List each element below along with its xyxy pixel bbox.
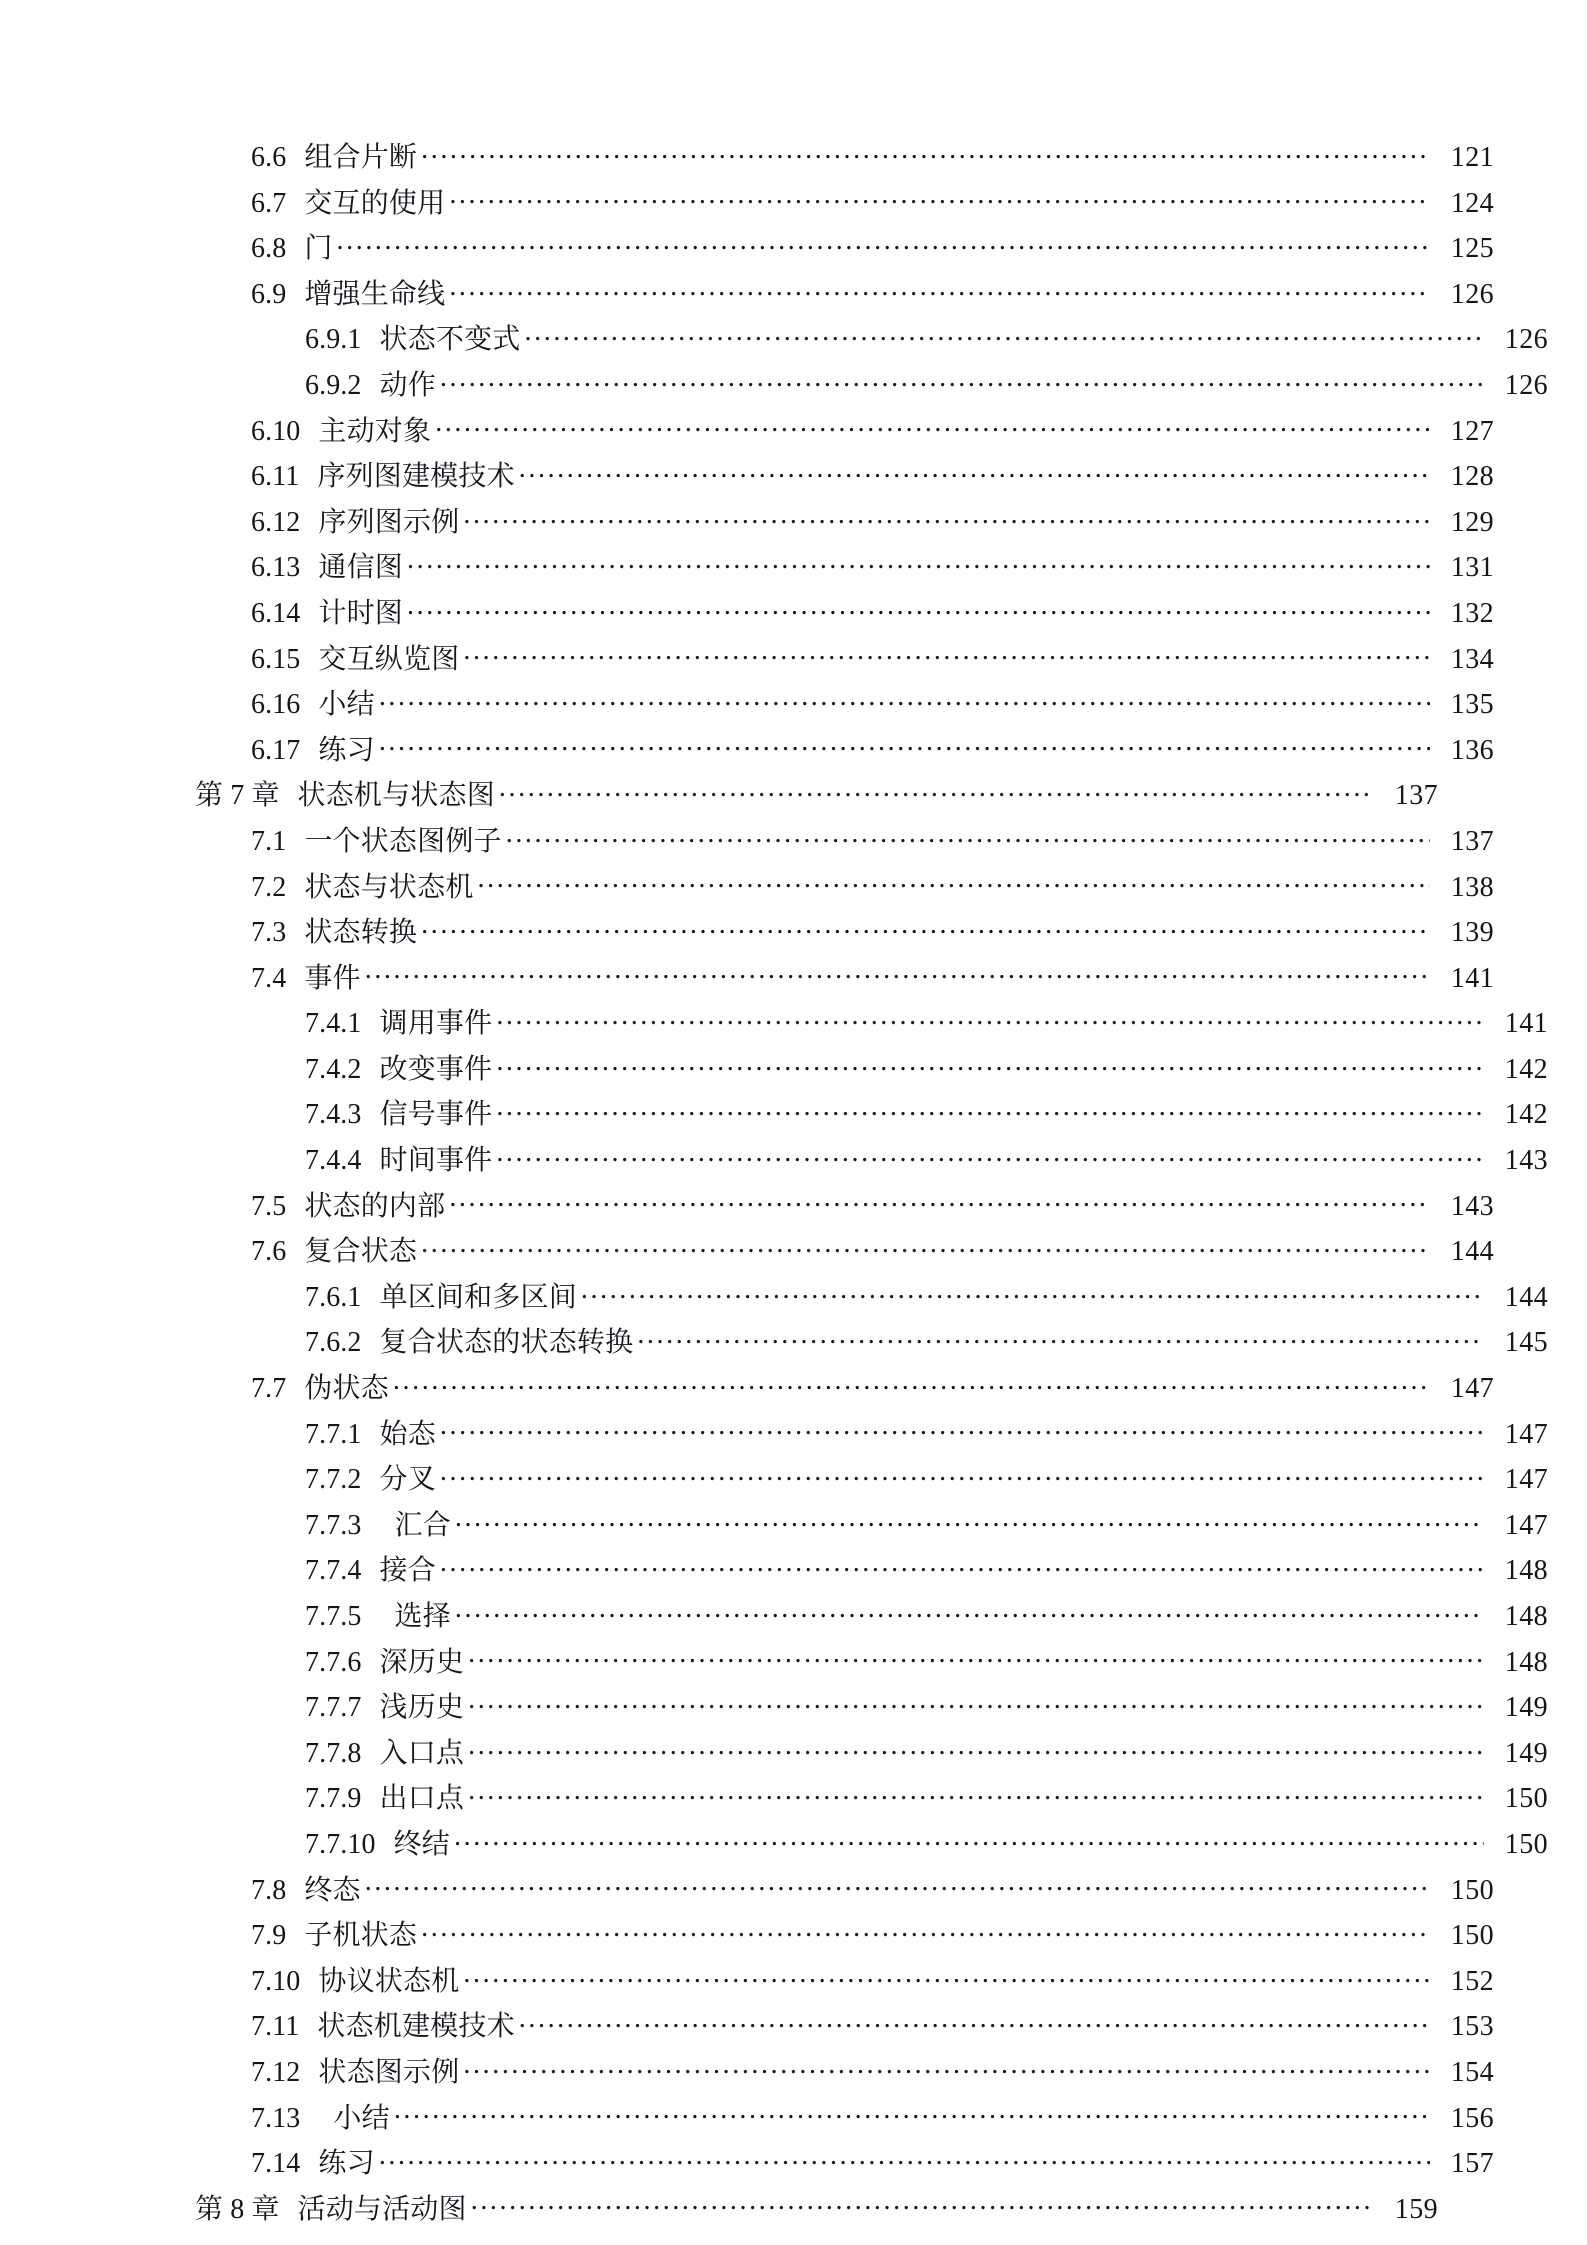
- toc-entry-number: 7.14: [251, 2148, 301, 2180]
- toc-leader-dots: [525, 320, 1484, 348]
- toc-entry-title: 终结: [393, 1828, 451, 1860]
- toc-entry-number: 6.15: [251, 643, 301, 675]
- toc-entry-title: 入口点: [379, 1737, 465, 1769]
- toc-entry[interactable]: [195, 1916, 1494, 1962]
- toc-entry[interactable]: [195, 1323, 1548, 1369]
- toc-entry[interactable]: [195, 913, 1494, 959]
- toc-entry[interactable]: [195, 1050, 1548, 1096]
- toc-entry-page-number: 144: [1504, 1281, 1548, 1313]
- toc-leader-dots: [421, 138, 1430, 166]
- toc-entry-title: 复合状态的状态转换: [379, 1327, 634, 1359]
- toc-entry-page-number: 150: [1450, 1874, 1494, 1906]
- toc-entry-title: 始态: [379, 1418, 436, 1450]
- toc-entry-title: 出口点: [379, 1783, 465, 1815]
- toc-entry-page-number: 139: [1450, 917, 1494, 949]
- toc-entry[interactable]: [195, 594, 1494, 640]
- toc-entry-number: 6.17: [251, 734, 301, 766]
- toc-entry-title: 门: [304, 233, 333, 265]
- toc-entry-title: 计时图: [318, 597, 404, 629]
- toc-entry-title: 终态: [304, 1874, 361, 1906]
- toc-entry-title: 练习: [318, 2148, 375, 2180]
- toc-entry-title: 子机状态: [304, 1920, 418, 1952]
- toc-entry-number: 6.9.2: [305, 369, 362, 401]
- toc-entry[interactable]: [195, 1187, 1494, 1233]
- toc-entry-title: 增强生命线: [304, 278, 446, 310]
- toc-entry[interactable]: [195, 1141, 1548, 1187]
- toc-entry-number: 7.2: [251, 871, 287, 903]
- toc-entry[interactable]: [195, 822, 1494, 868]
- toc-entry-number: 第 8 章: [195, 2193, 280, 2225]
- toc-leader-dots: [440, 366, 1484, 394]
- toc-entry-page-number: 137: [1394, 780, 1438, 812]
- toc-entry-page-number: 143: [1504, 1145, 1548, 1177]
- toc-entry-title: 事件: [304, 962, 361, 994]
- toc-entry-number: 7.11: [251, 2011, 300, 2043]
- toc-leader-dots: [407, 594, 1430, 622]
- toc-entry-page-number: 137: [1450, 825, 1494, 857]
- toc-entry-number: 6.11: [251, 461, 300, 493]
- toc-entry-title: 协议状态机: [318, 1965, 460, 1997]
- toc-entry-title: 选择: [394, 1601, 451, 1632]
- toc-entry-page-number: 141: [1450, 962, 1494, 994]
- toc-entry[interactable]: [195, 1779, 1548, 1825]
- toc-entry[interactable]: [195, 503, 1494, 549]
- toc-entry-number: 7.7.8: [305, 1737, 362, 1769]
- toc-entry-title: 状态转换: [304, 917, 418, 949]
- toc-leader-dots: [449, 184, 1430, 212]
- toc-leader-dots: [581, 1278, 1484, 1306]
- toc-entry[interactable]: [195, 457, 1494, 503]
- toc-entry-page-number: 136: [1450, 734, 1494, 766]
- toc-leader-dots: [440, 1551, 1484, 1579]
- toc-entry[interactable]: [195, 1643, 1548, 1689]
- toc-entry-number: 7.7: [251, 1373, 287, 1405]
- toc-entry[interactable]: [195, 1734, 1548, 1780]
- toc-leader-dots: [519, 457, 1430, 485]
- toc-leader-dots: [463, 503, 1430, 531]
- toc-entry-title: 状态与状态机: [304, 871, 474, 903]
- toc-entry-number: 6.10: [251, 415, 301, 447]
- toc-entry-number: 7.3: [251, 917, 287, 949]
- toc-entry-page-number: 149: [1504, 1737, 1548, 1769]
- toc-entry[interactable]: [195, 2099, 1494, 2145]
- toc-leader-dots: [365, 1871, 1430, 1899]
- toc-entry-title: 分叉: [379, 1464, 436, 1496]
- toc-entry-number: 7.1: [251, 825, 287, 857]
- toc-entry-title: 动作: [379, 369, 436, 401]
- toc-entry[interactable]: [195, 731, 1494, 777]
- toc-entry[interactable]: [195, 2053, 1494, 2099]
- toc-entry-title: 状态不变式: [379, 324, 521, 356]
- toc-entry-number: 7.12: [251, 2056, 301, 2088]
- toc-entry-title: 小结: [318, 689, 375, 721]
- toc-entry-title: 汇合: [394, 1509, 451, 1541]
- toc-entry[interactable]: [195, 1460, 1548, 1506]
- toc-entry-page-number: 147: [1504, 1418, 1548, 1450]
- toc-entry-title: 时间事件: [379, 1145, 493, 1177]
- toc-entry-title: 序列图建模技术: [317, 461, 515, 493]
- toc-leader-dots: [468, 1688, 1484, 1716]
- toc-entry[interactable]: [195, 776, 1438, 822]
- toc-entry-page-number: 149: [1504, 1692, 1548, 1724]
- toc-leader-dots: [455, 1506, 1484, 1534]
- toc-leader-dots: [449, 275, 1430, 303]
- toc-leader-dots: [463, 2053, 1430, 2081]
- toc-leader-dots: [637, 1323, 1484, 1351]
- toc-entry[interactable]: [195, 2144, 1494, 2190]
- toc-entry-title: 深历史: [379, 1646, 465, 1678]
- toc-entry[interactable]: [195, 1278, 1548, 1324]
- toc-leader-dots: [496, 1141, 1484, 1169]
- toc-entry-number: 6.6: [251, 142, 287, 173]
- toc-entry-page-number: 129: [1450, 506, 1494, 538]
- toc-entry[interactable]: [195, 868, 1494, 914]
- toc-leader-dots: [463, 1962, 1430, 1990]
- toc-entry-number: 7.6.1: [305, 1281, 362, 1313]
- toc-entry-page-number: 153: [1450, 2011, 1494, 2043]
- toc-leader-dots: [496, 1095, 1484, 1123]
- toc-entry-number: 6.13: [251, 552, 301, 584]
- toc-entry-page-number: 128: [1450, 461, 1494, 493]
- toc-leader-dots: [455, 1597, 1484, 1625]
- toc-entry[interactable]: [195, 685, 1494, 731]
- toc-entry-page-number: 125: [1450, 233, 1494, 265]
- toc-entry[interactable]: [195, 959, 1494, 1005]
- toc-leader-dots: [478, 868, 1430, 896]
- toc-entry-page-number: 150: [1450, 1920, 1494, 1952]
- toc-entry-page-number: 157: [1450, 2148, 1494, 2180]
- toc-entry[interactable]: [195, 640, 1494, 686]
- toc-entry-number: 7.7.5: [305, 1601, 362, 1632]
- toc-leader-dots: [449, 1187, 1430, 1215]
- toc-entry-page-number: 148: [1504, 1555, 1548, 1587]
- toc-entry-number: 7.7.6: [305, 1646, 362, 1678]
- toc-entry-page-number: 131: [1450, 552, 1494, 584]
- toc-entry-title: 活动与活动图: [297, 2193, 467, 2225]
- toc-entry-page-number: 148: [1504, 1601, 1548, 1632]
- toc-entry-title: 状态机与状态图: [297, 780, 495, 812]
- toc-leader-dots: [421, 1232, 1430, 1260]
- toc-entry-number: 7.10: [251, 1965, 301, 1997]
- toc-leader-dots: [435, 412, 1430, 440]
- toc-entry-page-number: 147: [1504, 1509, 1548, 1541]
- toc-entry-page-number: 121: [1450, 142, 1494, 173]
- toc-leader-dots: [394, 2099, 1430, 2127]
- toc-entry-number: 7.7.10: [305, 1828, 376, 1860]
- toc-entry[interactable]: [195, 1095, 1548, 1141]
- toc-leader-dots: [454, 1825, 1484, 1853]
- toc-entry-title: 序列图示例: [318, 506, 460, 538]
- toc-entry-page-number: 126: [1504, 324, 1548, 356]
- toc-entry-number: 6.9.1: [305, 324, 362, 356]
- toc-entry[interactable]: [195, 320, 1548, 366]
- toc-entry-page-number: 135: [1450, 689, 1494, 721]
- toc-entry[interactable]: [195, 1597, 1548, 1643]
- toc-entry-title: 改变事件: [379, 1053, 493, 1085]
- toc-entry-number: 7.7.3: [305, 1509, 362, 1541]
- toc-entry-page-number: 144: [1450, 1236, 1494, 1268]
- toc-entry-title: 主动对象: [318, 415, 432, 447]
- toc-entry-page-number: 154: [1450, 2056, 1494, 2088]
- toc-leader-dots: [337, 229, 1430, 257]
- toc-entry-title: 状态的内部: [304, 1190, 446, 1222]
- toc-entry[interactable]: [195, 275, 1494, 321]
- toc-entry[interactable]: [195, 1232, 1494, 1278]
- toc-entry-number: 7.4: [251, 962, 287, 994]
- toc-leader-dots: [379, 685, 1430, 713]
- toc-leader-dots: [496, 1050, 1484, 1078]
- toc-entry-page-number: 132: [1450, 597, 1494, 629]
- toc-entry-number: 7.4.4: [305, 1145, 362, 1177]
- toc-entry[interactable]: [195, 184, 1494, 230]
- toc-entry-number: 7.7.1: [305, 1418, 362, 1450]
- toc-leader-dots: [440, 1460, 1484, 1488]
- toc-entry-number: 6.7: [251, 187, 287, 219]
- toc-entry[interactable]: [195, 1506, 1548, 1552]
- toc-entry[interactable]: [195, 1688, 1548, 1734]
- toc-entry-title: 小结: [333, 2102, 390, 2134]
- toc-entry[interactable]: [195, 138, 1494, 184]
- toc-entry[interactable]: [195, 1825, 1548, 1871]
- toc-entry-number: 7.7.7: [305, 1692, 362, 1724]
- toc-entry-page-number: 147: [1450, 1373, 1494, 1405]
- toc-entry[interactable]: [195, 1415, 1548, 1461]
- toc-leader-dots: [407, 548, 1430, 576]
- toc-entry[interactable]: [195, 1369, 1494, 1415]
- toc-leader-dots: [365, 959, 1430, 987]
- toc-entry-title: 接合: [379, 1555, 436, 1587]
- toc-entry[interactable]: [195, 1871, 1494, 1917]
- toc-entry[interactable]: [195, 1004, 1548, 1050]
- toc-entry-page-number: 152: [1450, 1965, 1494, 1997]
- toc-entry-title: 交互纵览图: [318, 643, 460, 675]
- toc-entry-title: 信号事件: [379, 1099, 493, 1131]
- toc-entry-title: 单区间和多区间: [379, 1281, 577, 1313]
- toc-leader-dots: [468, 1734, 1484, 1762]
- toc-entry[interactable]: [195, 229, 1494, 275]
- toc-entry-number: 7.13: [251, 2102, 301, 2134]
- toc-entry-number: 7.4.2: [305, 1053, 362, 1085]
- toc-entry[interactable]: [195, 1551, 1548, 1597]
- toc-entry-page-number: 138: [1450, 871, 1494, 903]
- toc-entry-page-number: 134: [1450, 643, 1494, 675]
- toc-entry-title: 状态机建模技术: [317, 2011, 515, 2043]
- toc-entry-page-number: 142: [1504, 1099, 1548, 1131]
- toc-leader-dots: [421, 913, 1430, 941]
- toc-entry-page-number: 126: [1450, 278, 1494, 310]
- toc-leader-dots: [468, 1779, 1484, 1807]
- toc-entry[interactable]: [195, 412, 1494, 458]
- toc-entry-number: 6.16: [251, 689, 301, 721]
- toc-entry-number: 7.6: [251, 1236, 287, 1268]
- toc-entry-number: 7.7.4: [305, 1555, 362, 1587]
- toc-entry-title: 通信图: [318, 552, 404, 584]
- toc-entry-number: 7.7.2: [305, 1464, 362, 1496]
- toc-leader-dots: [519, 2007, 1430, 2035]
- toc-entry[interactable]: [195, 366, 1548, 412]
- toc-entry-title: 交互的使用: [304, 187, 446, 219]
- toc-entry-number: 7.5: [251, 1190, 287, 1222]
- toc-entry-page-number: 147: [1504, 1464, 1548, 1496]
- toc-entry-title: 练习: [318, 734, 375, 766]
- toc-entry-number: 6.9: [251, 278, 287, 310]
- toc-leader-dots: [506, 822, 1430, 850]
- toc-entry-title: 调用事件: [379, 1008, 493, 1040]
- toc-entry-page-number: 143: [1450, 1190, 1494, 1222]
- toc-leader-dots: [496, 1004, 1484, 1032]
- toc-entry-title: 浅历史: [379, 1692, 465, 1724]
- toc-entry-page-number: 150: [1504, 1828, 1548, 1860]
- toc-entry[interactable]: [195, 2007, 1494, 2053]
- toc-leader-dots: [468, 1643, 1484, 1671]
- toc-entry-number: 7.7.9: [305, 1783, 362, 1815]
- toc-entry-page-number: 156: [1450, 2102, 1494, 2134]
- toc-entry-number: 7.6.2: [305, 1327, 362, 1359]
- toc-entry-number: 7.9: [251, 1920, 287, 1952]
- toc-entry-page-number: 148: [1504, 1646, 1548, 1678]
- toc-entry-title: 状态图示例: [318, 2056, 460, 2088]
- toc-entry-page-number: 126: [1504, 369, 1548, 401]
- toc-entry-number: 7.8: [251, 1874, 287, 1906]
- toc-entry-page-number: 159: [1394, 2193, 1438, 2225]
- toc-entry-page-number: 124: [1450, 187, 1494, 219]
- toc-entry-title: 一个状态图例子: [304, 825, 502, 857]
- toc-entry-title: 复合状态: [304, 1236, 418, 1268]
- toc-entry-number: 7.4.3: [305, 1099, 362, 1131]
- toc-leader-dots: [463, 640, 1430, 668]
- toc-entry[interactable]: [195, 1962, 1494, 2008]
- toc-leader-dots: [393, 1369, 1430, 1397]
- toc-leader-dots: [421, 1916, 1430, 1944]
- toc-entry-page-number: 145: [1504, 1327, 1548, 1359]
- table-of-contents: [195, 138, 1548, 2235]
- toc-leader-dots: [440, 1415, 1484, 1443]
- toc-entry-page-number: 142: [1504, 1053, 1548, 1085]
- toc-leader-dots: [379, 731, 1430, 759]
- toc-leader-dots: [499, 776, 1374, 804]
- toc-entry-number: 7.4.1: [305, 1008, 362, 1040]
- toc-entry-number: 6.8: [251, 233, 287, 265]
- toc-entry[interactable]: [195, 2190, 1438, 2236]
- toc-entry-number: 6.14: [251, 597, 301, 629]
- toc-entry-page-number: 127: [1450, 415, 1494, 447]
- toc-entry-number: 6.12: [251, 506, 301, 538]
- toc-entry-title: 伪状态: [304, 1373, 389, 1405]
- toc-entry-page-number: 141: [1504, 1008, 1548, 1040]
- toc-leader-dots: [471, 2190, 1374, 2218]
- toc-entry[interactable]: [195, 548, 1494, 594]
- toc-entry-number: 第 7 章: [195, 780, 280, 812]
- toc-leader-dots: [379, 2144, 1430, 2172]
- toc-entry-page-number: 150: [1504, 1783, 1548, 1815]
- toc-entry-title: 组合片断: [304, 142, 418, 173]
